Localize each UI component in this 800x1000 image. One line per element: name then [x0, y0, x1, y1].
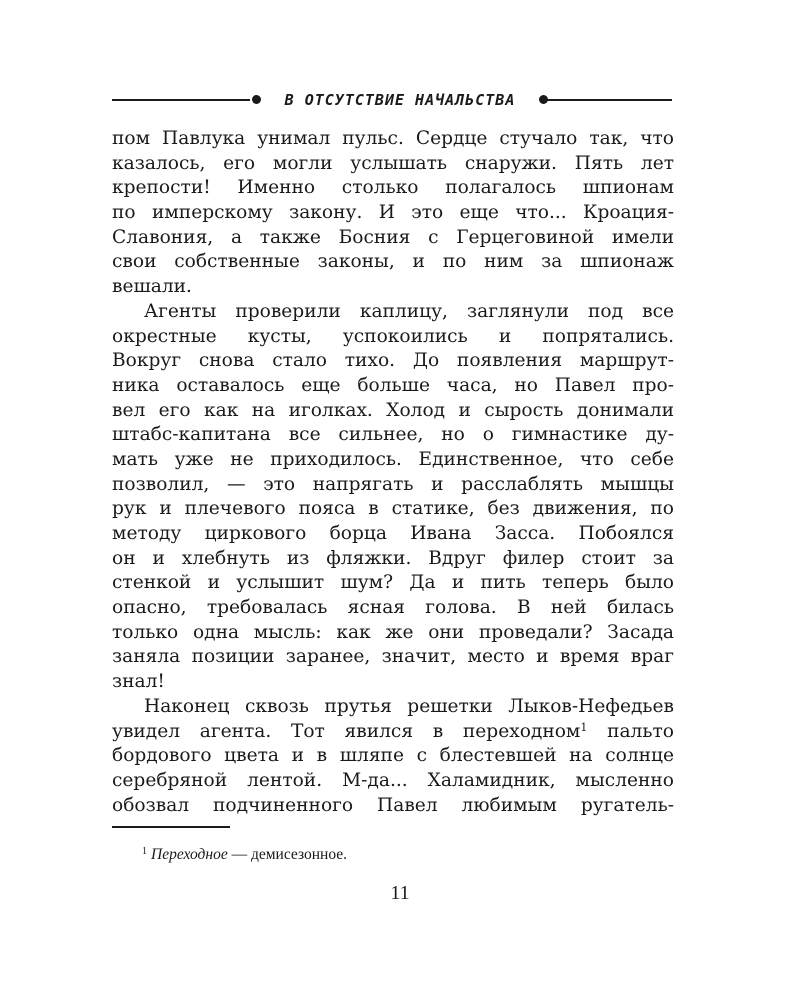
text-line: казалось, его могли услышать снаружи. Пять лет — [112, 152, 674, 174]
running-head-rule-left — [112, 99, 250, 101]
text-line: позволил, — это напрягать и расслаблять мышцы — [112, 473, 674, 495]
page-number: 11 — [390, 882, 410, 904]
text-line-with-footnote — [112, 720, 674, 745]
text-line: крепости! Именно столько полагалось шпионам — [112, 177, 674, 199]
text-line: стенкой и услышит шум? Да и пить теперь было — [112, 572, 674, 594]
text-line: ника оставалось еще больше часа, но Павел про- — [112, 374, 674, 396]
running-head-title: В ОТСУТСТВИЕ НАЧАЛЬСТВА — [284, 91, 516, 109]
text-fragment: пальто — [607, 720, 674, 742]
text-line: штабс-капитана все сильнее, но о гимнастике ду- — [112, 424, 674, 446]
text-line: вешали. — [112, 276, 192, 298]
text-fragment: увидел агента. Тот явился в переходном — [112, 720, 581, 742]
text-line: знал! — [112, 671, 165, 693]
text-line: бордового цвета и в шляпе с блестевшей на солнце — [112, 745, 674, 767]
footnote-term: Переходное — [151, 846, 228, 863]
body-text — [112, 127, 674, 818]
text-line: обозвал подчиненного Павел любимым ругатель- — [112, 794, 674, 816]
text-line: заняла позиции заранее, значит, место и время враг — [112, 646, 674, 668]
running-head-rule-right — [540, 99, 672, 101]
text-line: окрестные кусты, успокоились и попрятались. — [112, 325, 674, 347]
text-line: рук и плечевого пояса в статике, без движения, по — [112, 498, 674, 520]
text-line: Агенты проверили каплицу, заглянули под все — [144, 300, 674, 322]
text-line: только одна мысль: как же они проведали? Засада — [112, 621, 674, 643]
running-head — [112, 88, 672, 112]
text-line: Вокруг снова стало тихо. До появления маршрут- — [112, 350, 674, 372]
footnote-number: 1 — [142, 846, 147, 857]
text-line: пом Павлука унимал пульс. Сердце стучало так, что — [112, 128, 674, 149]
footnote-marker: 1 — [580, 720, 588, 734]
text-line: свои собственные законы, и по ним за шпионаж — [112, 251, 674, 273]
text-line: серебряной лентой. М-да... Халамидник, мысленно — [112, 769, 674, 791]
text-line: методу циркового борца Ивана Засса. Побоялся — [112, 523, 674, 544]
running-head-dot-left — [252, 95, 261, 104]
text-line: мать уже не приходилось. Единственное, что себе — [112, 448, 674, 470]
text-line: вел его как на иголках. Холод и сырость донимали — [112, 399, 674, 421]
text-line: Наконец сквозь прутья решетки Лыков-Нефедьев — [144, 695, 674, 717]
footnote — [142, 842, 347, 865]
text-line: по имперскому закону. И это еще что... Кроация- — [112, 202, 674, 224]
footnote-definition: — демисезонное. — [227, 846, 348, 863]
text-line: он и хлебнуть из фляжки. Вдруг филер стоит за — [112, 547, 674, 569]
text-line: опасно, требовалась ясная голова. В ней билась — [112, 597, 674, 619]
text-line: Славония, а также Босния с Герцеговиной имели — [112, 226, 674, 248]
footnote-separator — [112, 826, 230, 828]
